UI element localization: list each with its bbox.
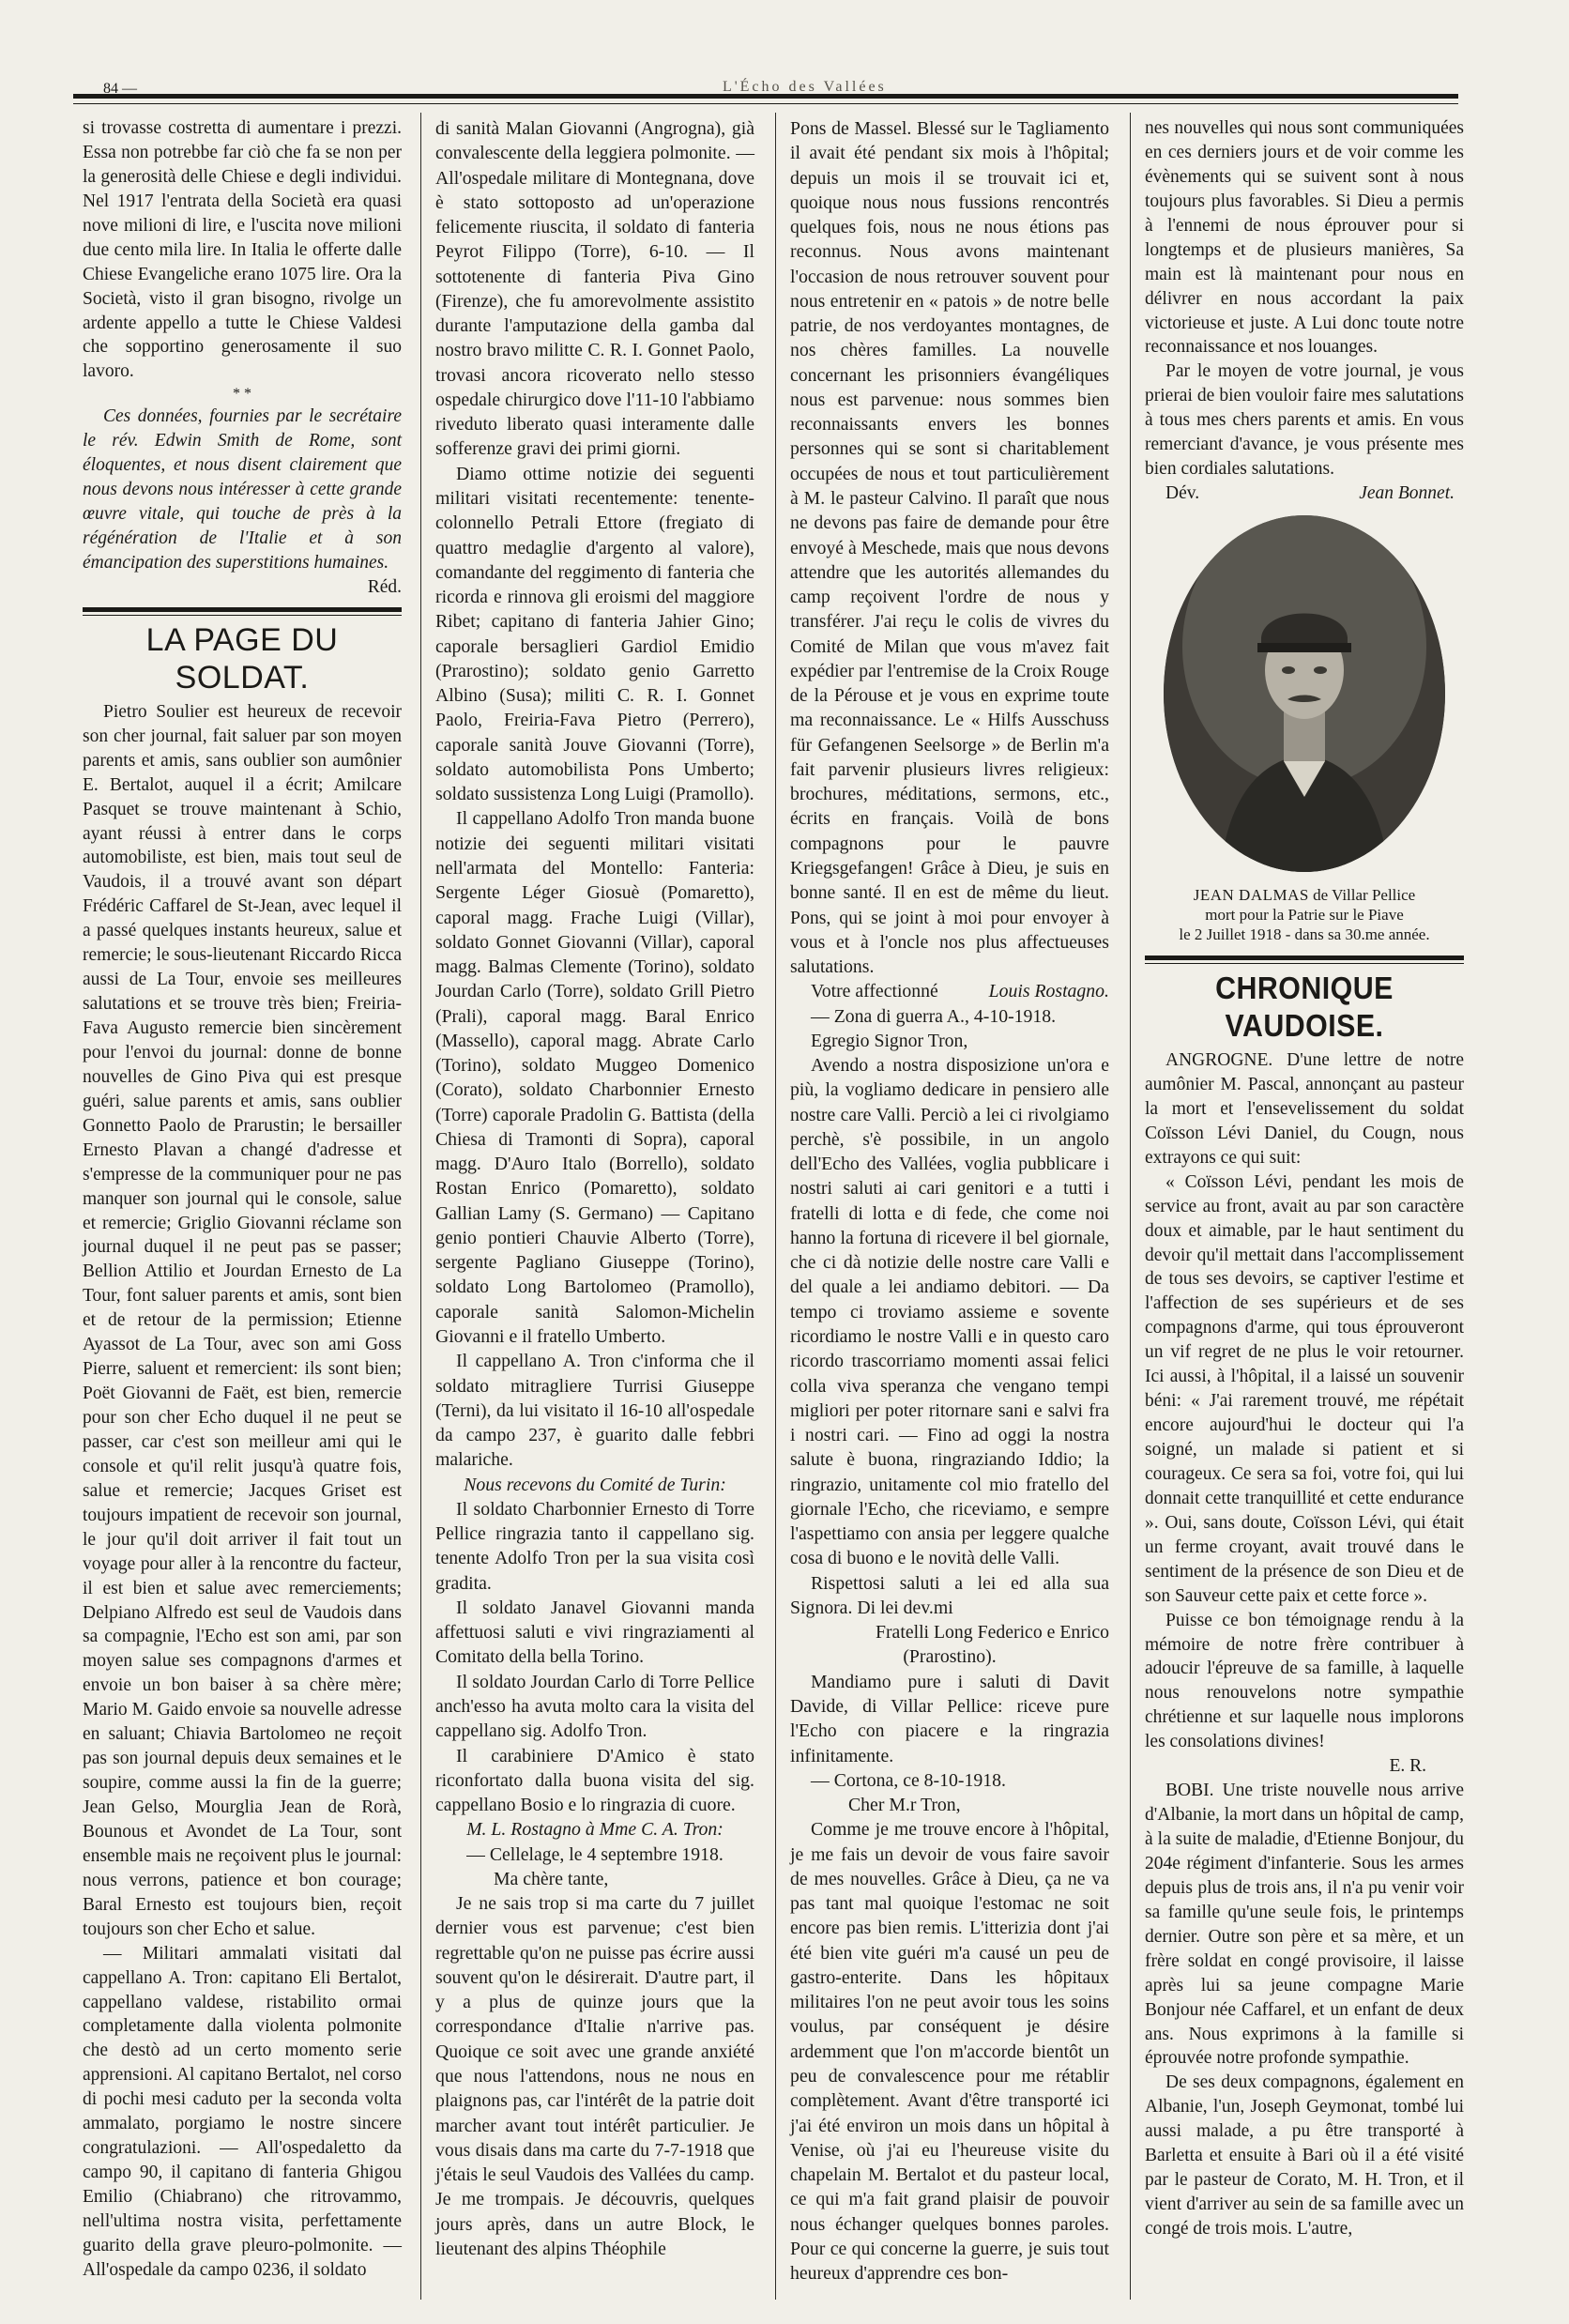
salutation: Cher M.r Tron,	[848, 1795, 961, 1816]
paragraph: Pietro Soulier est heureux de recevoir son cher journal, fait saluer par son moyen parents et amis, sans oublier son aumônier E. Bertalot, auquel il a écrit; Amilcare Pasquet se trouve maintenant à Schio, ayant réussi à entrer dans le corps automobiliste, est bien, mais tout seul de Vaudois, il a trouvé avant son départ Frédéric Caffarel de St-Jean, avec lequel il a passé quelques instants heureux, salue et remercie; le sous-lieutenant Riccardo Ricca aussi de La Tour, envoie ses meilleures salutations et se trouve très bien; Freiria-Fava Augusto remercie bien sincèrement pour l'envoi du journal: donne de bonne nouvelles de Gino Piva qui est presque guéri, salue parents et amis, sans oublier Gonnetto Paolo de Prarustin; le bersailler Ernesto Plavan a changé d'adresse et s'empresse de la communiquer pour ne pas manquer son journal qui le console, salue et remercie; Griglio Giovanni réclame son journal duquel il ne peut pas se passer; Bellion Attilio et Jourdan Ernesto de La Tour, font saluer parents et amis, sont bien et de retour de la permission; Etienne Ayassot de La Tour, avec son ami Goss Pierre, saluent et remercient: ils sont bien; Poët Giovanni de Faët, est bien, remercie pour son cher Echo duquel il ne peut se passer, car c'est son meilleur ami qui le console et qu'il relit jusqu'à quatre fois, salue et remercie; Jacques Griset est toujours impatient de recevoir son journal, le jour qu'il doit arriver il fait tout un voyage pour aller à la rencontre du facteur, il est bien et salue avec remerciements; Delpiano Alfredo est seul de Vaudois dans sa compagnie, l'Echo est son ami, par son moyen salue ses compagnons d'armes et envoie un bon baiser à sa chère mère; Mario M. Gaido envoie sa nouvelle adresse en saluant; Chiavia Bartolomeo ne reçoit pas son journal depuis deux semaines et le soupire, comme aussi la fin de la guerre; Jean Gelso, Mourglia Jean de Rorà, Bounous et Avondet de La Tour, sont ensemble mais ne reçoivent plus le journal: nous verrons, patience et bon courage; Baral Ernesto est toujours bien, reçoit toujours son cher Echo et salue.	[83, 701, 403, 1939]
subheading: Nous recevons du Comité de Turin:	[464, 1474, 726, 1495]
paragraph: Il soldato Janavel Giovanni manda affettuosi saluti e vivi ringraziamenti al Comitato della bella Torino.	[435, 1597, 754, 1668]
paragraph: Mandiamo pure i saluti di Davit Davide, di Villar Pellice: riceve pure l'Echo con piacere e la ringrazia infinitamente.	[790, 1671, 1109, 1766]
paragraph: Avendo a nostra disposizione un'ora e più, la vogliamo dedicare in pensiero alle nostre care Valli. Perciò a lei ci rivolgiamo perchè, s'è possibile, in un angolo dell'Echo des Vallées, voglia pubblicare i nostri saluti ai cari genitori e a tutti i fratelli di lotta e di fede, che come noi hanno la fortuna di ricevere il bel giornale, che ci dà notizie delle nostre care Valli e del quale a lei andiamo debitori. — Da tempo ci troviamo assieme e sovente ricordiamo le nostre Valli e in questo caro ricordo trascorriamo momenti assai felici colla viva speranza che vengano tempi migliori per poter ritornare sani e salvi fra i nostri cari. — Fino ad oggi la nostra salute è buona, ringraziando Iddio; la ringrazio, unitamente col mio fratello del giornale l'Echo, che riceviamo, e sempre l'aspettiamo con ansia per leggere qualche cosa di buono e le novità delle Valli.	[790, 1055, 1109, 1569]
dateline: — Cellelage, le 4 septembre 1918.	[466, 1843, 724, 1865]
paragraph: Il soldato Charbonnier Ernesto di Torre Pellice ringrazia tanto il cappellano sig. tenente Adolfo Tron per la sua visita così gradita.	[435, 1498, 754, 1594]
column-1	[83, 116, 402, 2283]
paragraph: — Militari ammalati visitati dal cappellano A. Tron: capitano Eli Bertalot, cappellano valdese, ristabilito ormai completamente dalla violenta polmonite che destò ad un certo momento serie apprensioni. Al capitano Bertalot, nel corso di pochi mesi caduto per la seconda volta ammalato, porgiamo le nostre sincere congratulazioni. — All'ospedaletto da campo 90, il capitano di fanteria Ghigou Emilio (Chiabrano) che ritrovammo, nell'ultima nostra visita, perfettamente guarito della grave pleuro-polmonite. — All'ospedale da campo 0236, il soldato	[83, 1943, 402, 2280]
note-signature: Réd.	[367, 576, 402, 597]
column-3	[790, 116, 1109, 2286]
salutation: Ma chère tante,	[494, 1868, 609, 1889]
section-rule	[83, 607, 402, 616]
paragraph: « Coïsson Lévi, pendant les mois de service au front, avait au par son caractère doux et aimable, par le haut sentiment du devoir qu'il mettait dans l'accomplissement de tous ses devoirs, se captiver l'estime et l'affection de ses supérieurs et de ses compagnons d'arme, qui tous éprouveront un vif regret de ne plus le voir retourner. Ici aussi, à l'hôpital, il a laissé un souvenir béni: « J'ai rarement trouvé, me répétait encore aujourd'hui le docteur qui l'a soigné, un malade si patient et si courageux. Ce sera sa foi, votre foi, qui lui donnait cette tranquillité et cette endurance ». Oui, sans doute, Coïsson Lévi, qui était un ferme croyant, avait trouvé dans le sentiment de la présence de son Dieu et de son Sauveur cette paix et cette force ».	[1145, 1171, 1464, 1606]
section-title-chronique-vaudoise: CHRONIQUE VAUDOISE.	[1215, 971, 1394, 1043]
section-title-page-du-soldat: LA PAGE DU SOLDAT.	[145, 621, 339, 696]
separator-stars: * *	[233, 386, 251, 403]
page-number: 84 —	[103, 81, 137, 97]
column-2	[435, 116, 754, 2261]
signers: Fratelli Long Federico e Enrico	[876, 1622, 1109, 1644]
paragraph: di sanità Malan Giovanni (Angrogna), già convalescente della leggiera polmonite. — All'ospedale militare di Montegnana, dove è stato sottoposto ad un'operazione felicemente riuscita, il soldato di fanteria Peyrot Filippo (Torre), 6-10. — Il sottotenente di fanteria Piva Gino (Firenze), che fu amorevolmente assistito durante l'amputazione della gamba dal nostro bravo militte C. R. I. Gonnet Paolo, trovasi ancora ricoverato nello stesso ospedale chirurgico dove l'11-10 l'abbiamo riveduto liberato quasi interamente dalle sofferenze gravi dei primi giorni.	[435, 118, 754, 460]
dateline: — Cortona, ce 8-10-1918.	[811, 1769, 1006, 1791]
paragraph: Diamo ottime notizie dei seguenti militari visitati recentemente: tenente-colonnello Petrali Ettore (fregiato di quattro medaglie d'argento al valore), comandante del reggimento di fanteria che ricorda e rinnova gli eroismi del maggiore Ribet; capitano di fanteria Jahier Gino; caporale bersaglieri Gardiol Emidio (Prarostino); soldato genio Garretto Albino (Susa); militi C. R. I. Gonnet Paolo, Freiria-Fava Pietro (Perrero), caporale sanità Jouve Giovanni (Torre), soldato automobilista Pons Umberto; soldato sussistenza Long Luigi (Pramollo).	[435, 463, 754, 805]
portrait-silhouette	[1164, 515, 1445, 872]
column-rule	[775, 113, 776, 2300]
subheading: M. L. Rostagno à Mme C. A. Tron:	[466, 1819, 724, 1841]
soldier-portrait-photo	[1164, 515, 1445, 872]
paragraph: nes nouvelles qui nous sont communiquées en ces derniers jours et de voir comme les évènements qui se suivent sont à nous toujours plus favorables. Si Dieu a permis à l'ennemi de nous éprouver pour si longtemps et de plusieurs manières, Sa main est là maintenant pour nous en délivrer en nous accordant la paix victorieuse et juste. A Lui donc toute notre reconnaissance et nos louanges.	[1145, 118, 1464, 358]
column-4	[1145, 116, 1464, 2241]
paragraph: Il cappellano A. Tron c'informa che il soldato mitragliere Turrisi Giuseppe (Terni), da lui visitato il 16-10 all'ospedale da campo 237, è guarito dalle febbri malariche.	[435, 1351, 754, 1471]
signature-line: Votre affectionné Louis Rostagno.	[811, 981, 1109, 1002]
paragraph: Rispettosi saluti a lei ed alla sua Signora. Di lei dev.mi	[790, 1572, 1109, 1618]
paragraph: Comme je me trouve encore à l'hôpital, je me fais un devoir de vous faire savoir de mes nouvelles. Grâce à Dieu, ça ne va pas tant mal quoique l'estomac ne soit encore pas bien remis. L'itterizia dont j'ai été bien vite guéri m'a causé un peu de gastro-enterite. Dans les hôpitaux militaires l'on ne peut avoir tous les soins voulus, par conséquent je désire ardemment que l'on m'accorde bientôt un peu de convalescence pour me rétablir complètement. Avant d'être transporté ici j'ai été environ un mois dans un hôpital à Venise, où j'ai eu l'heureuse visite du chapelain M. Bertalot et du pasteur local, ce qui m'a fait grand plaisir de pouvoir nous échanger quelques bonnes paroles. Pour ce qui concerne la guerre, je suis tout heureux d'apprendre ces bon-	[790, 1819, 1109, 2285]
paragraph: Il soldato Jourdan Carlo di Torre Pellice anch'esso ha avuta molto cara la visita del cappellano sig. Adolfo Tron.	[435, 1671, 754, 1742]
paragraph: si trovasse costretta di aumentare i prezzi. Essa non potrebbe far ciò che fa se non per la generosità delle Chiese e degli individui. Nel 1917 l'entrata della Società era quasi nove milioni di lire, e l'uscita nove milioni due cento mila lire. In Italia le offerte dalle Chiese Evangeliche erano 1075 lire. Ora la Società, visto il gran bisogno, rivolge un ardente appello a tutte le Chiese Valdesi che sopportino generosamente il suo lavoro.	[83, 118, 402, 382]
paragraph: ANGROGNE. D'une lettre de notre aumônier M. Pascal, annonçant au pasteur la mort et l'ensevelissement du soldat Coïsson Lévi Daniel, du Cougn, nous extrayons ce qui suit:	[1145, 1050, 1464, 1168]
paragraph: Il cappellano Adolfo Tron manda buone notizie dei seguenti militari visitati nell'armata del Montello: Fanteria: Sergente Léger Giosuè (Pomaretto), caporal magg. Frache Luigi (Villar), soldato Gonnet Giovanni (Villar), caporal magg. Balmas Clemente (Torino), soldato Jourdan Carlo (Torre), soldato Grill Pietro (Prali), caporal magg. Baral Enrico (Massello), caporal magg. Abrate Carlo (Torino), soldato Muggeo Domenico (Corato), soldato Charbonnier Ernesto (Torre) caporale Pradolin G. Battista (della Chiesa di Tramonti di Sopra), caporal magg. D'Auro Italo (Borrello), soldato Rostan Enrico (Pomaretto), soldato Gallian Lamy (S. Germano) — Capitano genio pontieri Chauvie Alberto (Torre), sergente Pagliano Giuseppe (Torino), soldato Long Bartolomeo (Pramollo), caporale sanità Salomon-Michelin Giovanni e il fratello Umberto.	[435, 808, 754, 1348]
paragraph-signature: E. R.	[1389, 1756, 1426, 1777]
paragraph: BOBI. Une triste nouvelle nous arrive d'Albanie, la mort dans un hôpital de camp, à la suite de maladie, d'Etienne Bonjour, du 204e régiment d'infanterie. Sous les armes depuis plus de trois ans, il n'a pu venir voir sa famille qu'une seule fois, le printemps dernier. Outre son père et sa mère, et un frère soldat en congé provisoire, il laisse après lui sa jeune compagne Marie Bonjour née Caffarel, et un enfant de deux ans. Nous exprimons à la famille si éprouvée notre profonde sympathie.	[1145, 1781, 1464, 2069]
paragraph: Il carabiniere D'Amico è stato riconfortato dalla buona visita del sig. cappellano Bosio e lo ringrazia di cuore.	[435, 1745, 754, 1816]
dateline: — Zona di guerra A., 4-10-1918.	[811, 1005, 1057, 1027]
header-rule-thin	[73, 103, 1458, 104]
portrait-figure	[1145, 515, 1464, 944]
paragraph: De ses deux compagnons, également en Albanie, l'un, Joseph Geymonat, tombé lui aussi malade, a pu être transporté à Barletta et ensuite à Bari où il a été visité par le pasteur de Corato, M. H. Tron, et il vient d'arriver au sein de sa famille avec un congé de trois mois. L'autre,	[1145, 2072, 1464, 2239]
section-rule	[1145, 956, 1464, 964]
portrait-caption: JEAN DALMAS de Villar Pellice mort pour la Patrie sur le Piave le 2 Juillet 1918 - dans sa 30.me année.	[1179, 886, 1430, 943]
masthead-faint: L'Écho des Vallées	[723, 79, 887, 95]
salutation: Egregio Signor Tron,	[811, 1030, 968, 1051]
paragraph: Puisse ce bon témoignage rendu à la mémoire de notre frère contribuer à adoucir l'épreuve de sa famille, à laquelle nous renouvelons notre sympathie chrétienne et sur laquelle nous implorons les consolations divines!	[1145, 1610, 1464, 1752]
editor-note: Ces données, fournies par le secrétaire le rév. Edwin Smith de Rome, sont éloquentes, et nous disent clairement que nous devons nous intéresser à cette grande œuvre vitale, qui touche de près à la régénération de l'Italie et à son émancipation des superstitions humaines. Réd.	[83, 405, 402, 575]
signature-line: Dév. Jean Bonnet.	[1165, 483, 1455, 504]
signers-place: (Prarostino).	[903, 1646, 997, 1668]
column-rule	[1130, 113, 1131, 2300]
paragraph: Pons de Massel. Blessé sur le Tagliamento il avait été pendant six mois à l'hôpital; depuis un mois il se trouvait ici et, quoique nous nous fussions rencontrés quelques fois, nous ne nous étions pas reconnus. Nous avons maintenant l'occasion de nous retrouver souvent pour nous entretenir en « patois » de notre belle patrie, de nos verdoyantes montagnes, de nos chères familles. La nouvelle concernant les prisonniers évangéliques nous est parvenue: nous sommes bien reconnaissants envers les bonnes personnes qui se sont si charitablement occupées de nous et tout particulièrement à M. le pasteur Calvino. Il paraît que nous ne devons pas faire de demande pour être envoyé à Meschede, mais que nous devons attendre que les autorités allemandes du camp reçoivent l'ordre de nous y transférer. J'ai reçu le colis de vivres du Comité de Milan que vous m'avez fait expédier par l'entremise de la Croix Rouge de la Pérouse et je vous en exprime toute ma reconnaissance. Le « Hilfs Ausschuss für Gefangenen Seelsorge » de Berlin m'a fait parvenir plusieurs livres religieux: brochures, méditations, sermons, etc., écrits en français. Voilà de bons compagnons pour le pauvre Kriegsgefangen! Grâce à Dieu, je suis en bonne santé. Il en est de même du lieut. Pons, qui se joint à moi pour envoyer à vous et à l'oncle nos plus affectueuses salutations.	[790, 118, 1109, 978]
paragraph: Par le moyen de votre journal, je vous prierai de bien vouloir faire mes salutations à tous mes chers parents et amis. En vous remerciant d'avance, je vous présente mes bien cordiales salutations.	[1145, 361, 1464, 480]
column-rule	[420, 113, 421, 2300]
paragraph: Je ne sais trop si ma carte du 7 juillet dernier vous est parvenue; c'est bien regrettable qu'on ne puisse pas écrire aussi souvent qu'on le désirerait. D'autre part, il y a plus de quinze jours que la correspondance d'Italie n'arrive pas. Quoique ce soit avec une grande anxiété que nous l'attendons, nous ne nous en plaignons pas, car l'intérêt de la patrie doit marcher avant tout intérêt particulier. Je vous disais dans ma carte du 7-7-1918 que j'étais le seul Vaudois des Vallées du camp. Je me trompais. Je découvris, quelques jours après, dans un autre Block, le lieutenant des alpins Théophile	[435, 1893, 754, 2259]
